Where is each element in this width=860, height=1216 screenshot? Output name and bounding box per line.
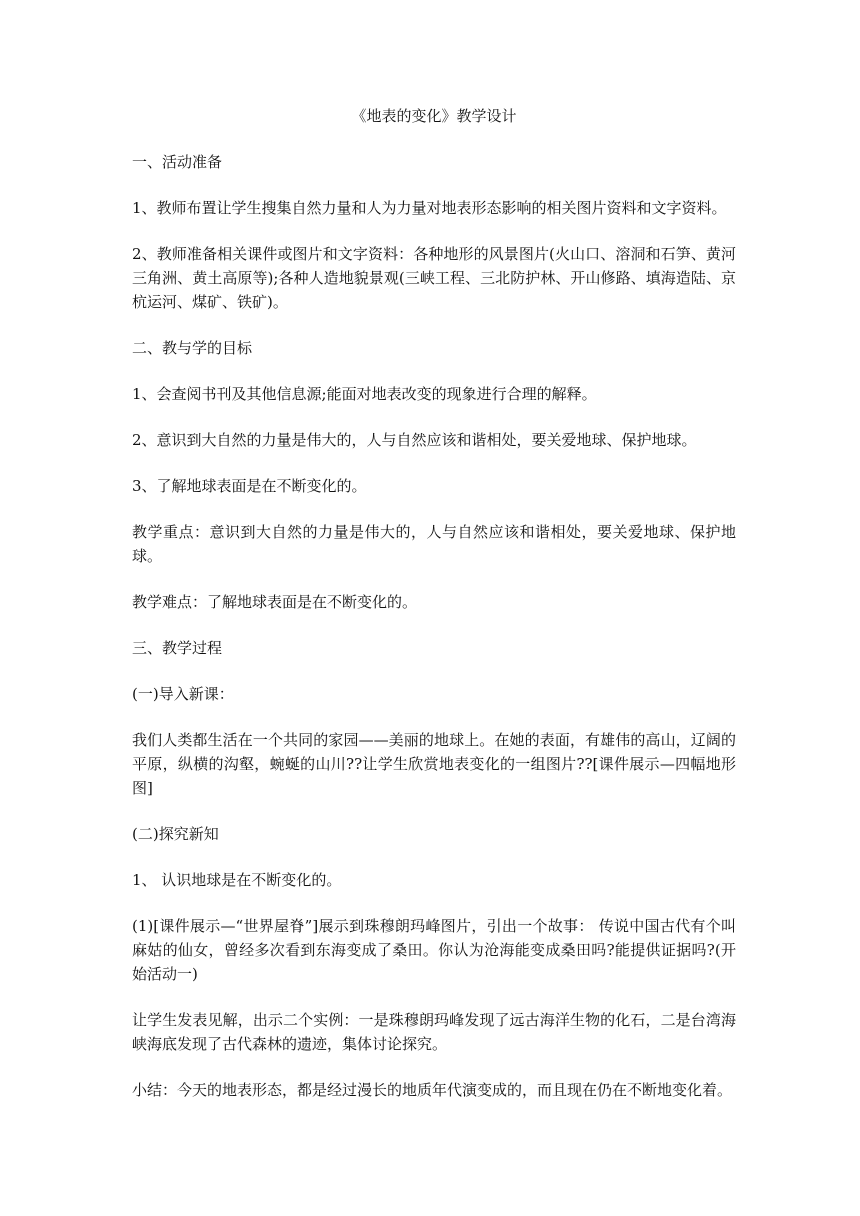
paragraph: (1)[课件展示—“世界屋脊”]展示到珠穆朗玛峰图片，引出一个故事： 传说中国古代有个叫麻姑的仙女，曾经多次看到东海变成了桑田。你认为沧海能变成桑田吗?能提供证据吗?(开始活动一) [132, 917, 736, 983]
document-title: 《地表的变化》教学设计 [351, 107, 517, 125]
section-heading-objectives: 二、教与学的目标 [132, 339, 253, 357]
paragraph: 1、 认识地球是在不断变化的。 [132, 871, 342, 889]
paragraph-key-point: 教学重点：意识到大自然的力量是伟大的，人与自然应该和谐相处，要关爱地球、保护地球。 [132, 523, 736, 565]
subsection-heading-explore: (二)探究新知 [132, 825, 219, 843]
paragraph: 让学生发表见解，出示二个实例：一是珠穆朗玛峰发现了远古海洋生物的化石，二是台湾海峡海底发现了古代森林的遗迹，集体讨论探究。 [132, 1011, 736, 1053]
paragraph: 2、教师准备相关课件或图片和文字资料：各种地形的风景图片(火山口、溶洞和石笋、黄河三角洲、黄土高原等);各种人造地貌景观(三峡工程、三北防护林、开山修路、填海造陆、京杭运河、煤矿、铁矿)。 [132, 245, 736, 311]
section-heading-process: 三、教学过程 [132, 639, 223, 657]
paragraph-difficult-point: 教学难点：了解地球表面是在不断变化的。 [132, 593, 418, 611]
paragraph: 3、了解地球表面是在不断变化的。 [132, 477, 367, 495]
paragraph: 1、教师布置让学生搜集自然力量和人为力量对地表形态影响的相关图片资料和文字资料。 [132, 199, 727, 217]
paragraph: 2、意识到大自然的力量是伟大的，人与自然应该和谐相处，要关爱地球、保护地球。 [132, 431, 697, 449]
paragraph: 我们人类都生活在一个共同的家园——美丽的地球上。在她的表面，有雄伟的高山，辽阔的平原，纵横的沟壑，蜿蜒的山川??让学生欣赏地表变化的一组图片??[课件展示—四幅地形图] [132, 731, 736, 797]
paragraph-summary: 小结：今天的地表形态，都是经过漫长的地质年代演变成的，而且现在仍在不断地变化着。 [132, 1081, 733, 1099]
paragraph: 1、会查阅书刊及其他信息源;能面对地表改变的现象进行合理的解释。 [132, 385, 597, 403]
subsection-heading-intro: (一)导入新课： [132, 685, 234, 703]
document-body [132, 104, 736, 1124]
section-heading-preparation: 一、活动准备 [132, 153, 223, 171]
